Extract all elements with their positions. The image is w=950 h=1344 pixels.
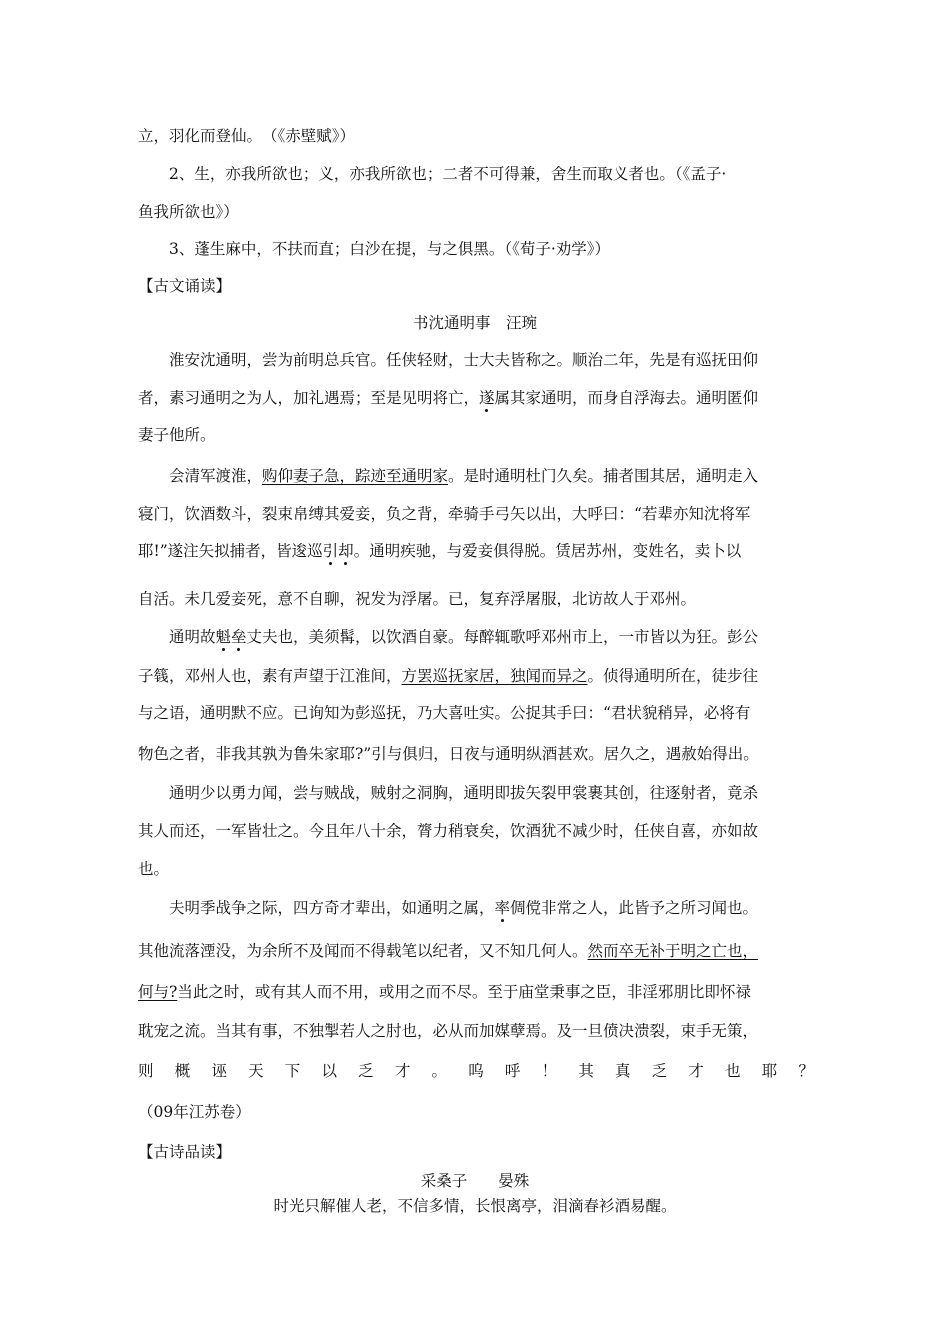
prose-p3-line-4: 物色之者，非我其孰为鲁朱家耶?”引与俱归，日夜与通明纵酒甚欢。居久之，遇赦始得出。	[138, 745, 759, 763]
text-span: 者，素习通明之为人，加礼遇焉；至是见明将亡，	[138, 389, 480, 407]
prose-p5-line-1	[169, 898, 814, 918]
prose-p3-line-3: 与之语，通明默不应。已询知为彭巡抚，乃大喜吐实。公捉其手曰：“君状貌稍异，必将有	[138, 704, 751, 722]
dotted-character: 引	[322, 542, 339, 560]
text-span: 耶!”遂注矢拟捕者，皆逡巡	[138, 542, 323, 560]
prose-p2-line-4: 自活。未几爱妾死，意不自聊，祝发为浮屠。已，复弃浮屠服，北访故人于邓州。	[138, 590, 697, 608]
text-span: 夫明季战争之际，四方奇才辈出，如通明之属，	[169, 899, 495, 917]
prose-p5-line-3	[138, 982, 814, 1002]
dotted-character: 却	[338, 542, 354, 560]
underlined-phrase: 何与?	[138, 983, 178, 1001]
text-span: 。侦得通明所在，徒步往	[587, 667, 759, 685]
prose-p2-line-3	[138, 541, 814, 561]
text-span: 丈夫也，美须髯，以饮酒自豪。每醉辄歌呼邓州市上，一市皆以为狂。彭公	[246, 628, 759, 646]
prose-p4-line-3: 也。	[138, 860, 170, 878]
text-span: 其他流落湮没，为余所不及闻而不得载笔以纪者，又不知几何人。	[138, 942, 588, 960]
text-span: 子篯，邓州人也，素有声望于江淮间，	[138, 667, 402, 685]
text-span: 。通明疾驰，与爱妾俱得脱。赁居苏州，变姓名，卖卜以	[353, 542, 742, 560]
prose-p5-line-2	[138, 941, 814, 961]
prose-p5-line-4: 耽宠之流。当其有事，不独掣若人之肘也，必从而加媒孽焉。及一旦偾决溃裂，束手无策，	[138, 1022, 759, 1040]
dotted-character: 遂	[479, 389, 495, 407]
prose-p1-line-1: 淮安沈通明，尝为前明总兵官。任侠轻财，士大夫皆称之。顺治二年，先是有巡抚田仰	[169, 351, 759, 369]
text-span: 通明故	[169, 628, 216, 646]
prose-p5-line-5: 则概诬天下以乏才。呜呼！其真乏才也耶？	[138, 1062, 814, 1080]
poem-line-1: 时光只解催人老，不信多情，长恨离亭，泪滴春衫酒易醒。	[273, 1197, 677, 1215]
prose-p4-line-2: 其人而还，一军皆壮之。今且年八十余，膂力稍衰矣，饮酒犹不减少时，任侠自喜，亦如故	[138, 822, 759, 840]
prose-p4-line-1: 通明少以勇力闻，尝与贼战，贼射之洞胸，通明即拔矢裂甲裳裹其创，往逐射者，竟杀	[169, 784, 759, 802]
text-span: 。是时通明杜门久矣。捕者围其居，通明走入	[448, 467, 759, 485]
prose-p2-line-2: 寝门，饮酒数斗，裂束帛缚其爱妾，负之背，牵骑手弓矢以出，大呼曰：“若辈亦知沈将军	[138, 505, 751, 523]
dotted-character: 魁	[215, 628, 232, 646]
dotted-character: 垒	[231, 628, 247, 646]
poem-title: 采桑子 晏殊	[420, 1172, 530, 1190]
text-span: 倜傥非常之人，此皆予之所习闻也。	[510, 899, 759, 917]
prose-p1-line-3: 妻子他所。	[138, 426, 216, 444]
text-span: 当此之时，或有其人而不用，或用之而不尽。至于庙堂秉事之臣，非淫邪朋比即怀禄	[177, 983, 751, 1001]
prose-source: （09年江苏卷）	[138, 1103, 251, 1121]
underlined-phrase: 购仰妻子急，踪迹至通明家	[262, 467, 449, 485]
underlined-phrase: 然而卒无补于明之亡也，	[587, 942, 759, 960]
text-span: 属其家通明，而身自浮海去。通明匿仰	[494, 389, 759, 407]
quote-2-line-2: 鱼我所欲也》）	[138, 203, 239, 221]
underlined-phrase: 方罢巡抚家居，独闻而异之	[401, 667, 588, 685]
text-span: 会清军渡淮，	[169, 467, 263, 485]
section-heading-classical-prose: 【古文诵读】	[138, 277, 232, 295]
quote-2-line-1: 2、生，亦我所欲也；义，亦我所欲也；二者不可得兼，舍生而取义者也。（《孟子·	[169, 165, 727, 183]
prose-p3-line-1	[169, 627, 814, 647]
quote-line-1: 立，羽化而登仙。 （《赤壁赋》）	[138, 127, 356, 145]
prose-title: 书沈通明事 汪琬	[412, 314, 537, 332]
section-heading-classical-poetry: 【古诗品读】	[138, 1143, 232, 1161]
dotted-character: 率	[494, 899, 511, 917]
prose-p3-line-2	[138, 666, 814, 686]
prose-p1-line-2	[138, 388, 814, 408]
quote-3: 3、蓬生麻中，不扶而直；白沙在提，与之俱黑。（《荀子·劝学》）	[169, 240, 611, 258]
prose-p2-line-1	[169, 466, 814, 486]
